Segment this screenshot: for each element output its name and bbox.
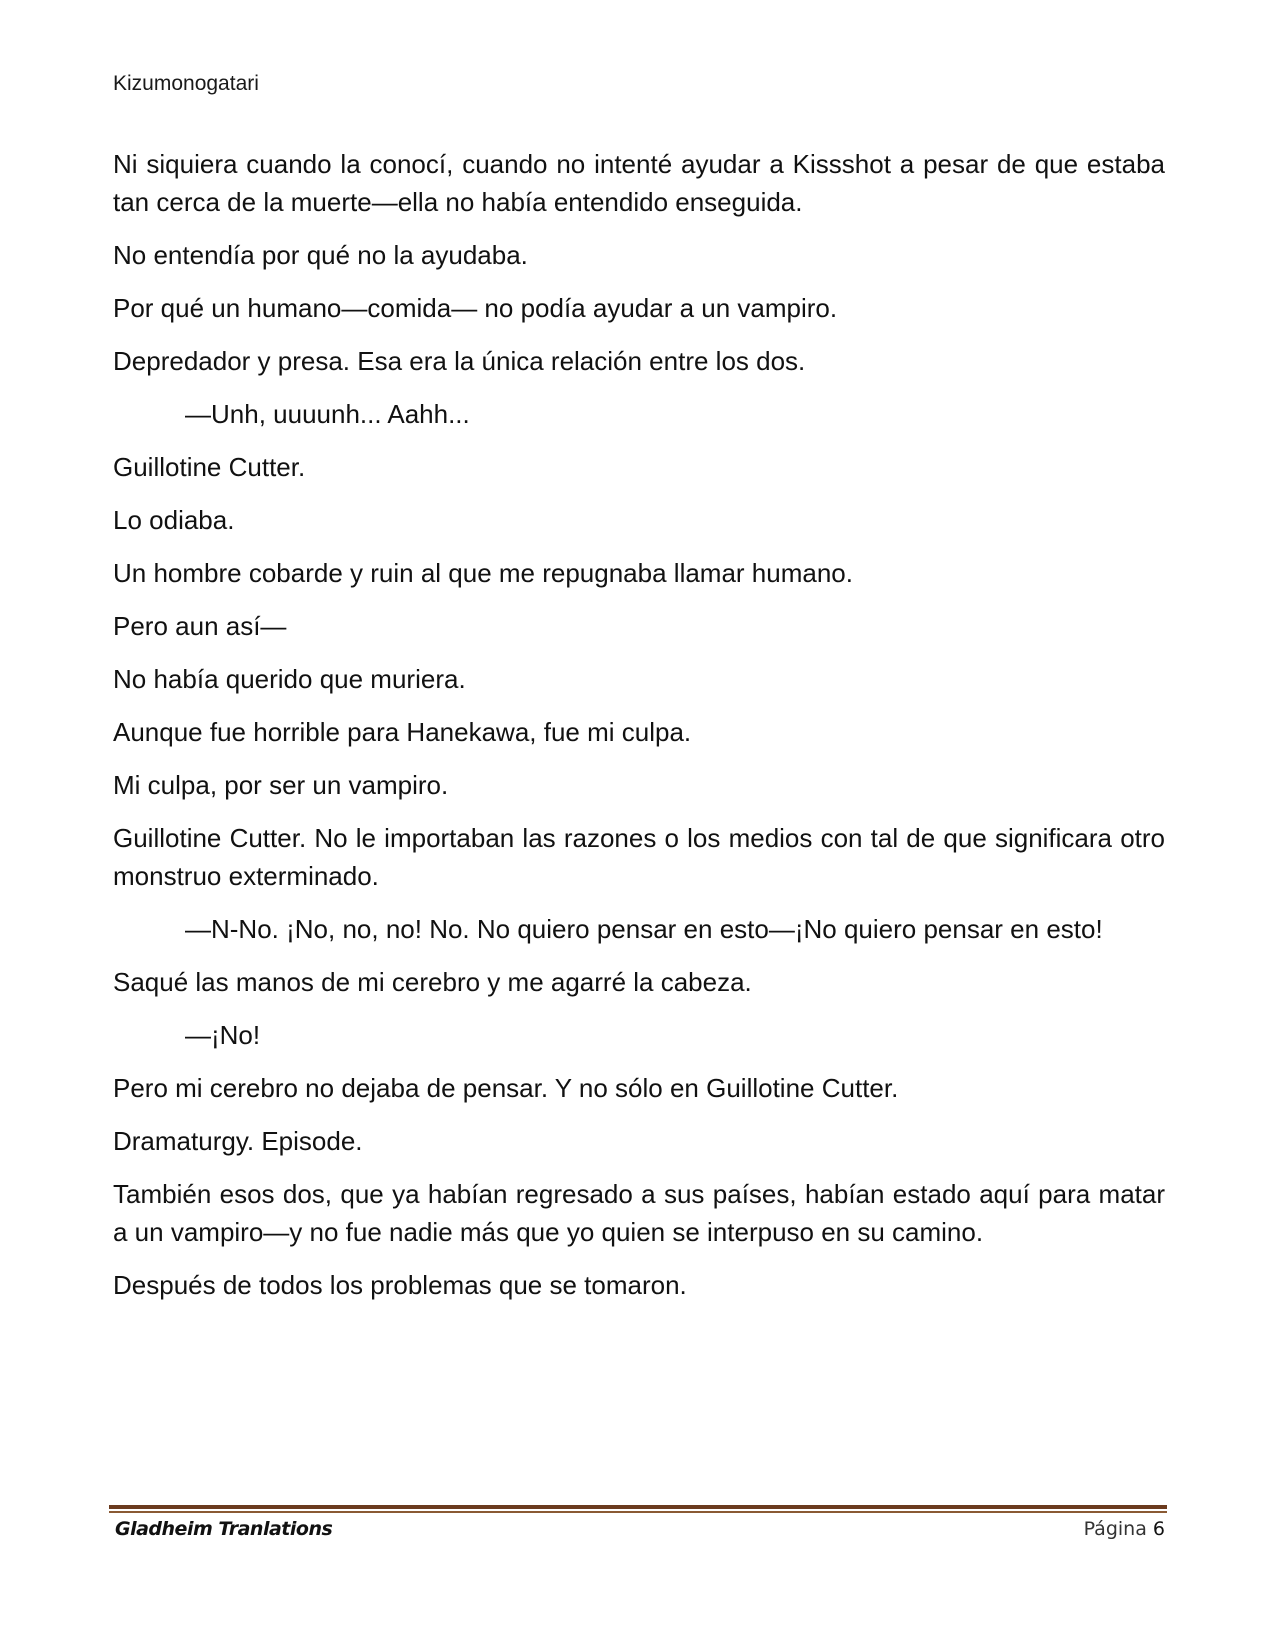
paragraph: Aunque fue horrible para Hanekawa, fue mi culpa. — [113, 717, 692, 747]
dialogue-paragraph: —Unh, uuuunh... Aahh... — [185, 399, 470, 429]
paragraph: Guillotine Cutter. — [113, 452, 306, 482]
dialogue-paragraph: —N-No. ¡No, no, no! No. No quiero pensar en esto—¡No quiero pensar en esto! — [185, 914, 1103, 944]
paragraph: Ni siquiera cuando la conocí, cuando no intenté ayudar a Kissshot a pesar de que estaba tan cerca de la muerte—ella no había entendido enseguida. — [113, 149, 1165, 217]
paragraph: Dramaturgy. Episode. — [113, 1126, 363, 1156]
paragraph: Después de todos los problemas que se tomaron. — [113, 1270, 687, 1300]
paragraph: No entendía por qué no la ayudaba. — [113, 240, 528, 270]
running-header: Kizumonogatari — [113, 72, 259, 95]
paragraph: Mi culpa, por ser un vampiro. — [113, 770, 449, 800]
footer-divider-thin — [109, 1511, 1167, 1513]
footer-divider — [109, 1505, 1167, 1514]
paragraph: Pero mi cerebro no dejaba de pensar. Y no sólo en Guillotine Cutter. — [113, 1073, 899, 1103]
paragraph: No había querido que muriera. — [113, 664, 466, 694]
footer-publisher: Gladheim Tranlations — [115, 1518, 333, 1540]
dialogue-paragraph: —¡No! — [185, 1020, 261, 1050]
paragraph: Guillotine Cutter. No le importaban las razones o los medios con tal de que significara otro monstruo exterminado. — [113, 823, 1165, 891]
paragraph: Pero aun así— — [113, 611, 287, 641]
paragraph: Un hombre cobarde y ruin al que me repugnaba llamar humano. — [113, 558, 853, 588]
paragraph: Depredador y presa. Esa era la única relación entre los dos. — [113, 346, 806, 376]
paragraph: Por qué un humano—comida— no podía ayudar a un vampiro. — [113, 293, 838, 323]
paragraph: Lo odiaba. — [113, 505, 235, 535]
footer-divider-thick — [109, 1505, 1167, 1509]
page-label: Página — [1083, 1518, 1147, 1540]
page-body — [113, 145, 1165, 1319]
paragraph: También esos dos, que ya habían regresado a sus países, habían estado aquí para matar a un vampiro—y no fue nadie más que yo quien se interpuso en su camino. — [113, 1179, 1165, 1247]
paragraph: Saqué las manos de mi cerebro y me agarré la cabeza. — [113, 967, 752, 997]
footer-page-indicator — [1084, 1518, 1165, 1540]
page-number: 6 — [1152, 1518, 1165, 1540]
